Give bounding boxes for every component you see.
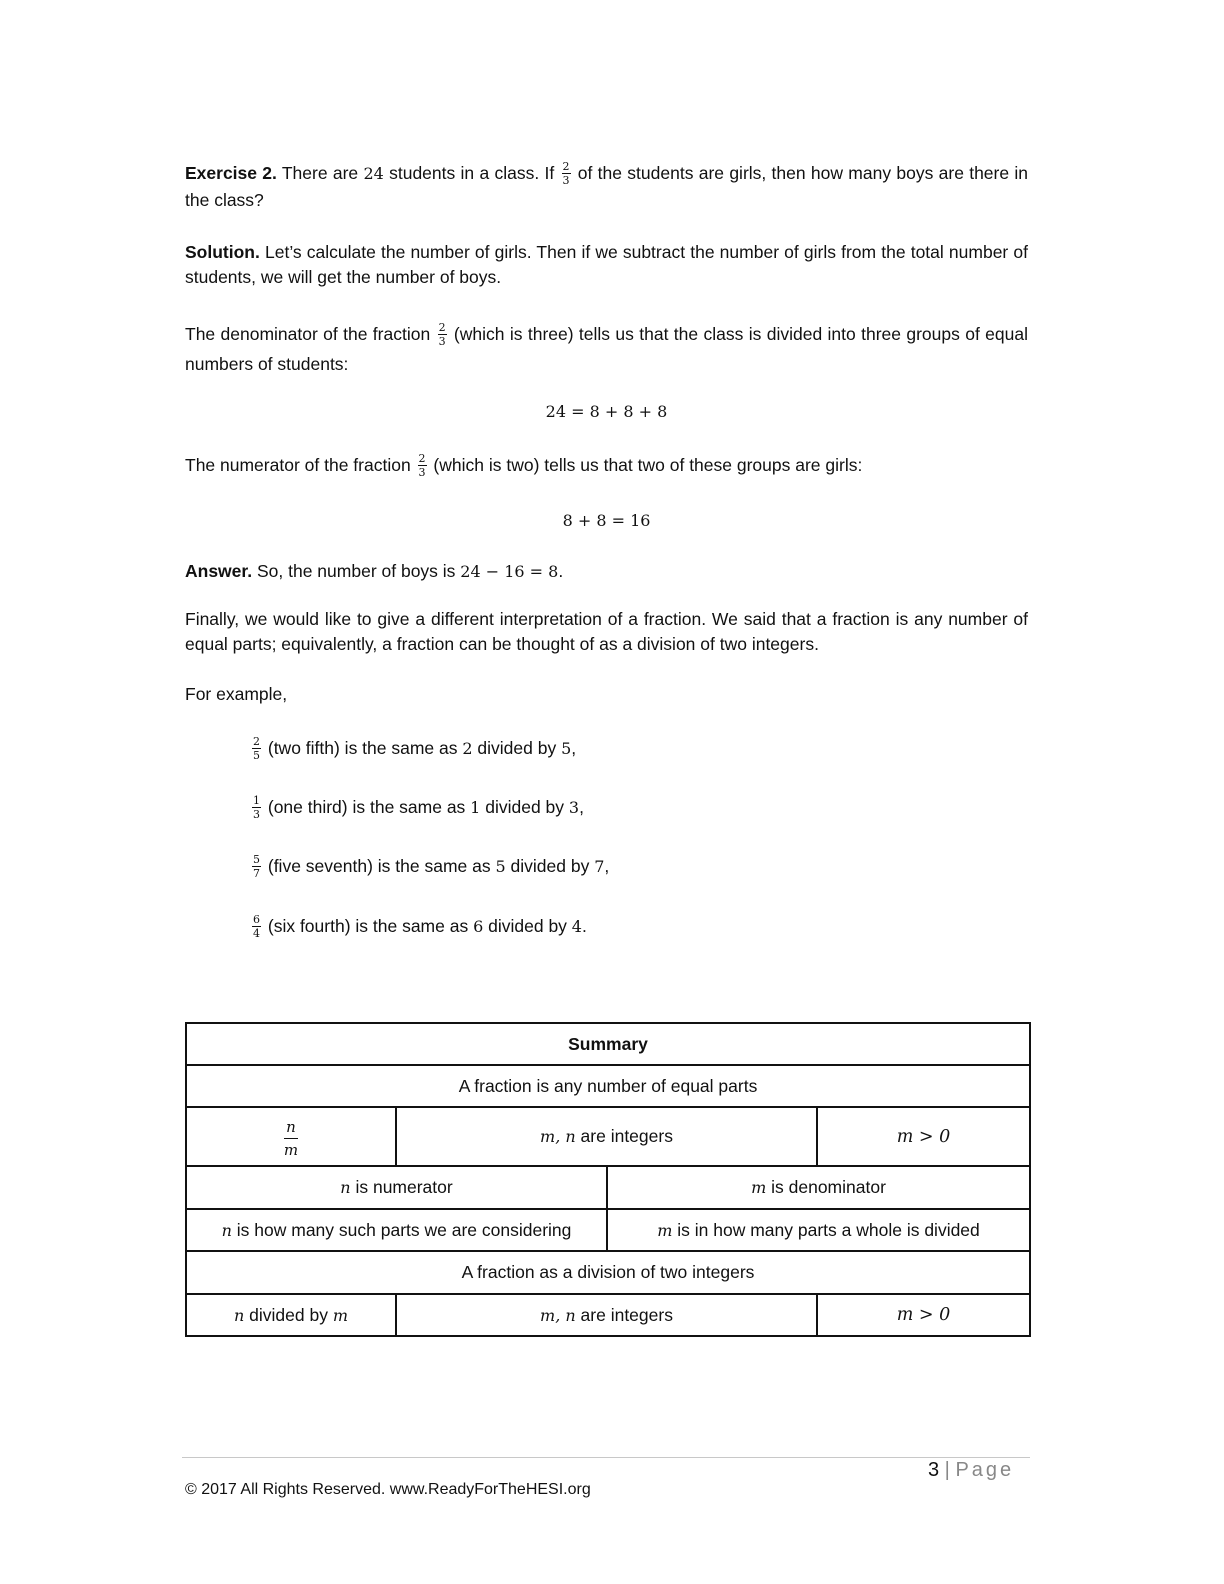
summary-integers-cell-2	[396, 1294, 817, 1336]
denominator-paragraph	[185, 319, 1028, 379]
math-var: m, n	[540, 1127, 576, 1146]
numerator-paragraph	[185, 452, 1028, 479]
denominator-text-a: The denominator of the fraction	[185, 324, 436, 344]
example-end: ,	[579, 797, 584, 817]
example-item	[250, 913, 587, 940]
table-row	[186, 1023, 1030, 1065]
example-mid: divided by	[505, 856, 595, 876]
exercise-text-a: There are	[276, 163, 364, 183]
example-mid: divided by	[483, 916, 572, 936]
math-var: n	[221, 1220, 232, 1240]
summary-n-parts-text: is how many such parts we are considering	[231, 1219, 572, 1240]
summary-division-cell	[186, 1294, 396, 1336]
summary-fraction-cell	[186, 1107, 396, 1166]
summary-numerator-text: is numerator	[350, 1177, 453, 1197]
page-number-value: 3	[928, 1459, 940, 1481]
solution-label: Solution.	[185, 242, 260, 262]
math-var: m	[751, 1178, 767, 1197]
fraction: $\frac{5}{7}$	[253, 852, 260, 880]
answer-end: .	[558, 561, 564, 581]
example-b: 3	[568, 798, 580, 817]
example-b: 4	[571, 917, 582, 936]
summary-title: Summary	[186, 1023, 1030, 1065]
exercise-label: Exercise 2.	[185, 163, 277, 183]
exercise-text-b: students in a class. If	[383, 163, 560, 183]
interpretation-paragraph: Finally, we would like to give a different interpretation of a fraction. We said that a fraction is any number of equal parts; equivalently, a fraction can be thought of as a division of two integers.	[185, 609, 1028, 654]
exercise-text-c: of the students are girls, then how many boys are there in the class?	[185, 163, 1029, 210]
example-words: (six fourth) is the same as	[263, 916, 474, 936]
summary-divided-by-text: divided by	[244, 1304, 333, 1325]
exercise-paragraph	[185, 160, 1028, 214]
example-item	[250, 794, 584, 821]
example-a: 2	[462, 739, 473, 758]
example-words: (two fifth) is the same as	[263, 738, 463, 758]
fraction: $\frac{2}{5}$	[253, 734, 260, 762]
summary-division-heading: A fraction as a division of two integers	[186, 1251, 1030, 1294]
exercise-student-count: 24	[363, 164, 384, 183]
example-words: (one third) is the same as	[263, 797, 471, 817]
math-var: m, n	[540, 1305, 576, 1325]
page-label: Page	[955, 1459, 1015, 1481]
example-mid: divided by	[480, 797, 569, 817]
fraction: $\frac{2}{3}$	[418, 451, 426, 479]
example-a: 1	[470, 798, 481, 817]
example-item	[250, 735, 576, 762]
denominator-text-b: (which is three) tells us that the class is divided into three groups of equal numbers of students:	[185, 324, 1029, 374]
math-var: n	[340, 1178, 351, 1197]
solution-paragraph	[185, 240, 1028, 290]
summary-n-parts-cell	[186, 1209, 607, 1251]
answer-label: Answer.	[185, 561, 253, 581]
example-b: 5	[561, 739, 572, 758]
table-row	[186, 1209, 1030, 1251]
table-row	[186, 1065, 1030, 1107]
fraction: $\frac{n}{m}$	[283, 1117, 299, 1159]
page-number-separator: |	[939, 1459, 956, 1481]
example-b: 7	[594, 857, 605, 876]
example-words: (five seventh) is the same as	[263, 856, 496, 876]
fraction: $\frac{2}{3}$	[562, 159, 570, 187]
equation-1: 24 = 8 + 8 + 8	[545, 402, 668, 421]
summary-definition: A fraction is any number of equal parts	[186, 1065, 1030, 1107]
footer-divider	[182, 1457, 1030, 1458]
example-end: ,	[571, 738, 577, 758]
summary-denominator-text: is denominator	[766, 1177, 886, 1197]
example-end: .	[581, 916, 587, 936]
example-item	[250, 853, 609, 880]
fraction: $\frac{1}{3}$	[253, 793, 260, 821]
equation-2: 8 + 8 = 16	[562, 511, 651, 530]
summary-m-parts-cell	[607, 1209, 1030, 1251]
math-var: m	[332, 1305, 348, 1325]
example-a: 5	[495, 857, 506, 876]
table-row	[186, 1166, 1030, 1209]
copyright-text: © 2017 All Rights Reserved. www.ReadyForTheHESI.org	[185, 1481, 591, 1498]
summary-integers-cell	[396, 1107, 817, 1166]
summary-condition-cell-2: m > 0	[817, 1294, 1030, 1336]
fraction: $\frac{6}{4}$	[253, 912, 260, 940]
for-example-text: For example,	[185, 684, 288, 704]
summary-m-parts-text: is in how many parts a whole is divided	[672, 1219, 980, 1240]
solution-text: Let’s calculate the number of girls. Then if we subtract the number of girls from the total number of students, we will get the number of boys.	[185, 242, 1028, 287]
example-end: ,	[604, 856, 610, 876]
table-row	[186, 1251, 1030, 1294]
summary-denominator-cell	[607, 1166, 1030, 1209]
table-row	[186, 1107, 1030, 1166]
summary-integers-text: are integers	[575, 1304, 673, 1325]
numerator-text-b: (which is two) tells us that two of these groups are girls:	[428, 455, 863, 475]
page-number	[928, 1459, 1014, 1482]
table-row	[186, 1294, 1030, 1336]
summary-condition-cell: m > 0	[817, 1107, 1030, 1166]
summary-table	[185, 1022, 1031, 1337]
example-a: 6	[473, 917, 484, 936]
summary-integers-text: are integers	[575, 1126, 673, 1146]
math-var: m	[657, 1220, 673, 1240]
example-mid: divided by	[472, 738, 562, 758]
fraction: $\frac{2}{3}$	[438, 320, 446, 348]
answer-text: So, the number of boys is	[252, 561, 461, 581]
math-var: n	[233, 1305, 245, 1325]
summary-numerator-cell	[186, 1166, 607, 1209]
answer-paragraph	[185, 558, 1028, 585]
numerator-text-a: The numerator of the fraction	[185, 455, 416, 475]
answer-math: 24 − 16 = 8	[460, 562, 559, 581]
